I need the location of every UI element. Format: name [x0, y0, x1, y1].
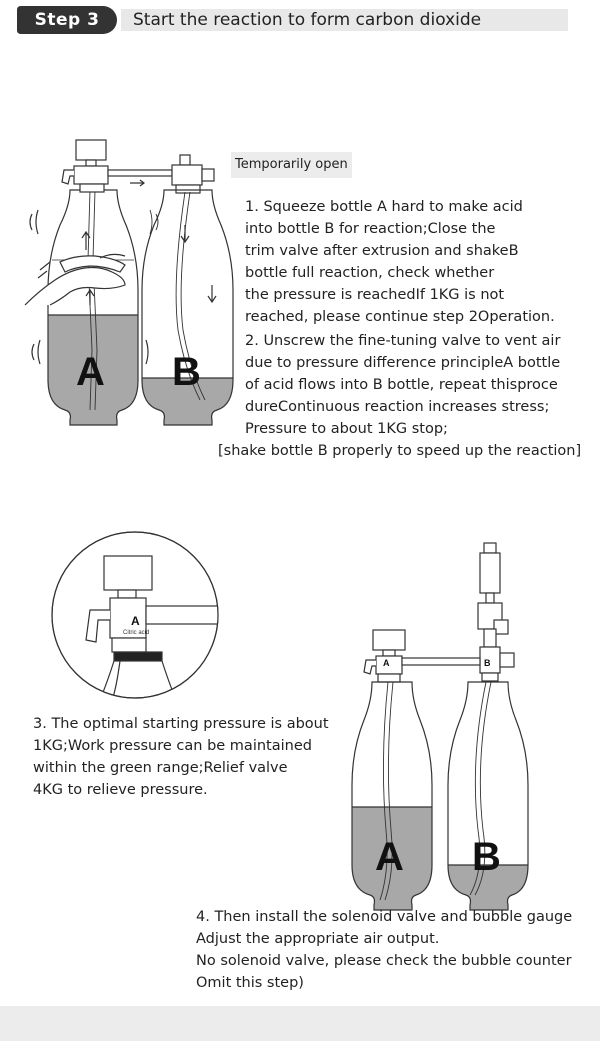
instruction-2: 2. Unscrew the fine-tuning valve to vent air due to pressure difference principleA bottle of acid flows into B bottle, repeat thisproce dureContinuous reaction increases stress; Pressure to about 1KG stop; [245, 333, 561, 437]
label-citric-acid: Citric acid [123, 630, 150, 636]
step-badge: Step 3 [17, 6, 117, 34]
label-bottle-b-bottom: B [472, 835, 501, 879]
flow-arrow-icon [130, 180, 144, 186]
label-small-b: B [484, 658, 491, 668]
instruction-2-bracket: [shake bottle B properly to speed up the reaction] [218, 443, 582, 459]
footer-bar [0, 1006, 600, 1041]
valve-a-bottom [364, 630, 405, 682]
page-title: Start the reaction to form carbon dioxide [133, 10, 482, 30]
instruction-4: 4. Then install the solenoid valve and bubble gauge Adjust the appropriate air output. No solenoid valve, please check the bubble counter Omit this step) [196, 909, 573, 991]
label-magnified-a: A [131, 614, 140, 628]
valve-a [62, 140, 108, 192]
label-small-a: A [383, 658, 390, 668]
connecting-tube-bottom [402, 658, 480, 665]
connecting-tube [108, 170, 172, 176]
temporarily-open-tag: Temporarily open [231, 152, 352, 178]
instruction-1: 1. Squeeze bottle A hard to make acid into bottle B for reaction;Close the trim valve after extrusion and shakeB bottle full reaction, check whether the pressure is reachedIf 1KG is not reached, please continue step 2Operation. [245, 199, 555, 325]
label-bottle-a: A [76, 350, 105, 394]
valve-b [172, 155, 214, 193]
instruction-3: 3. The optimal starting pressure is about 1KG;Work pressure can be maintained within the green range;Relief valve 4KG to relieve pressure. [33, 716, 329, 798]
reaction-diagram-top [25, 140, 234, 430]
label-bottle-a-bottom: A [375, 835, 404, 879]
bottle-a [25, 190, 158, 430]
label-bottle-b: B [172, 350, 201, 394]
